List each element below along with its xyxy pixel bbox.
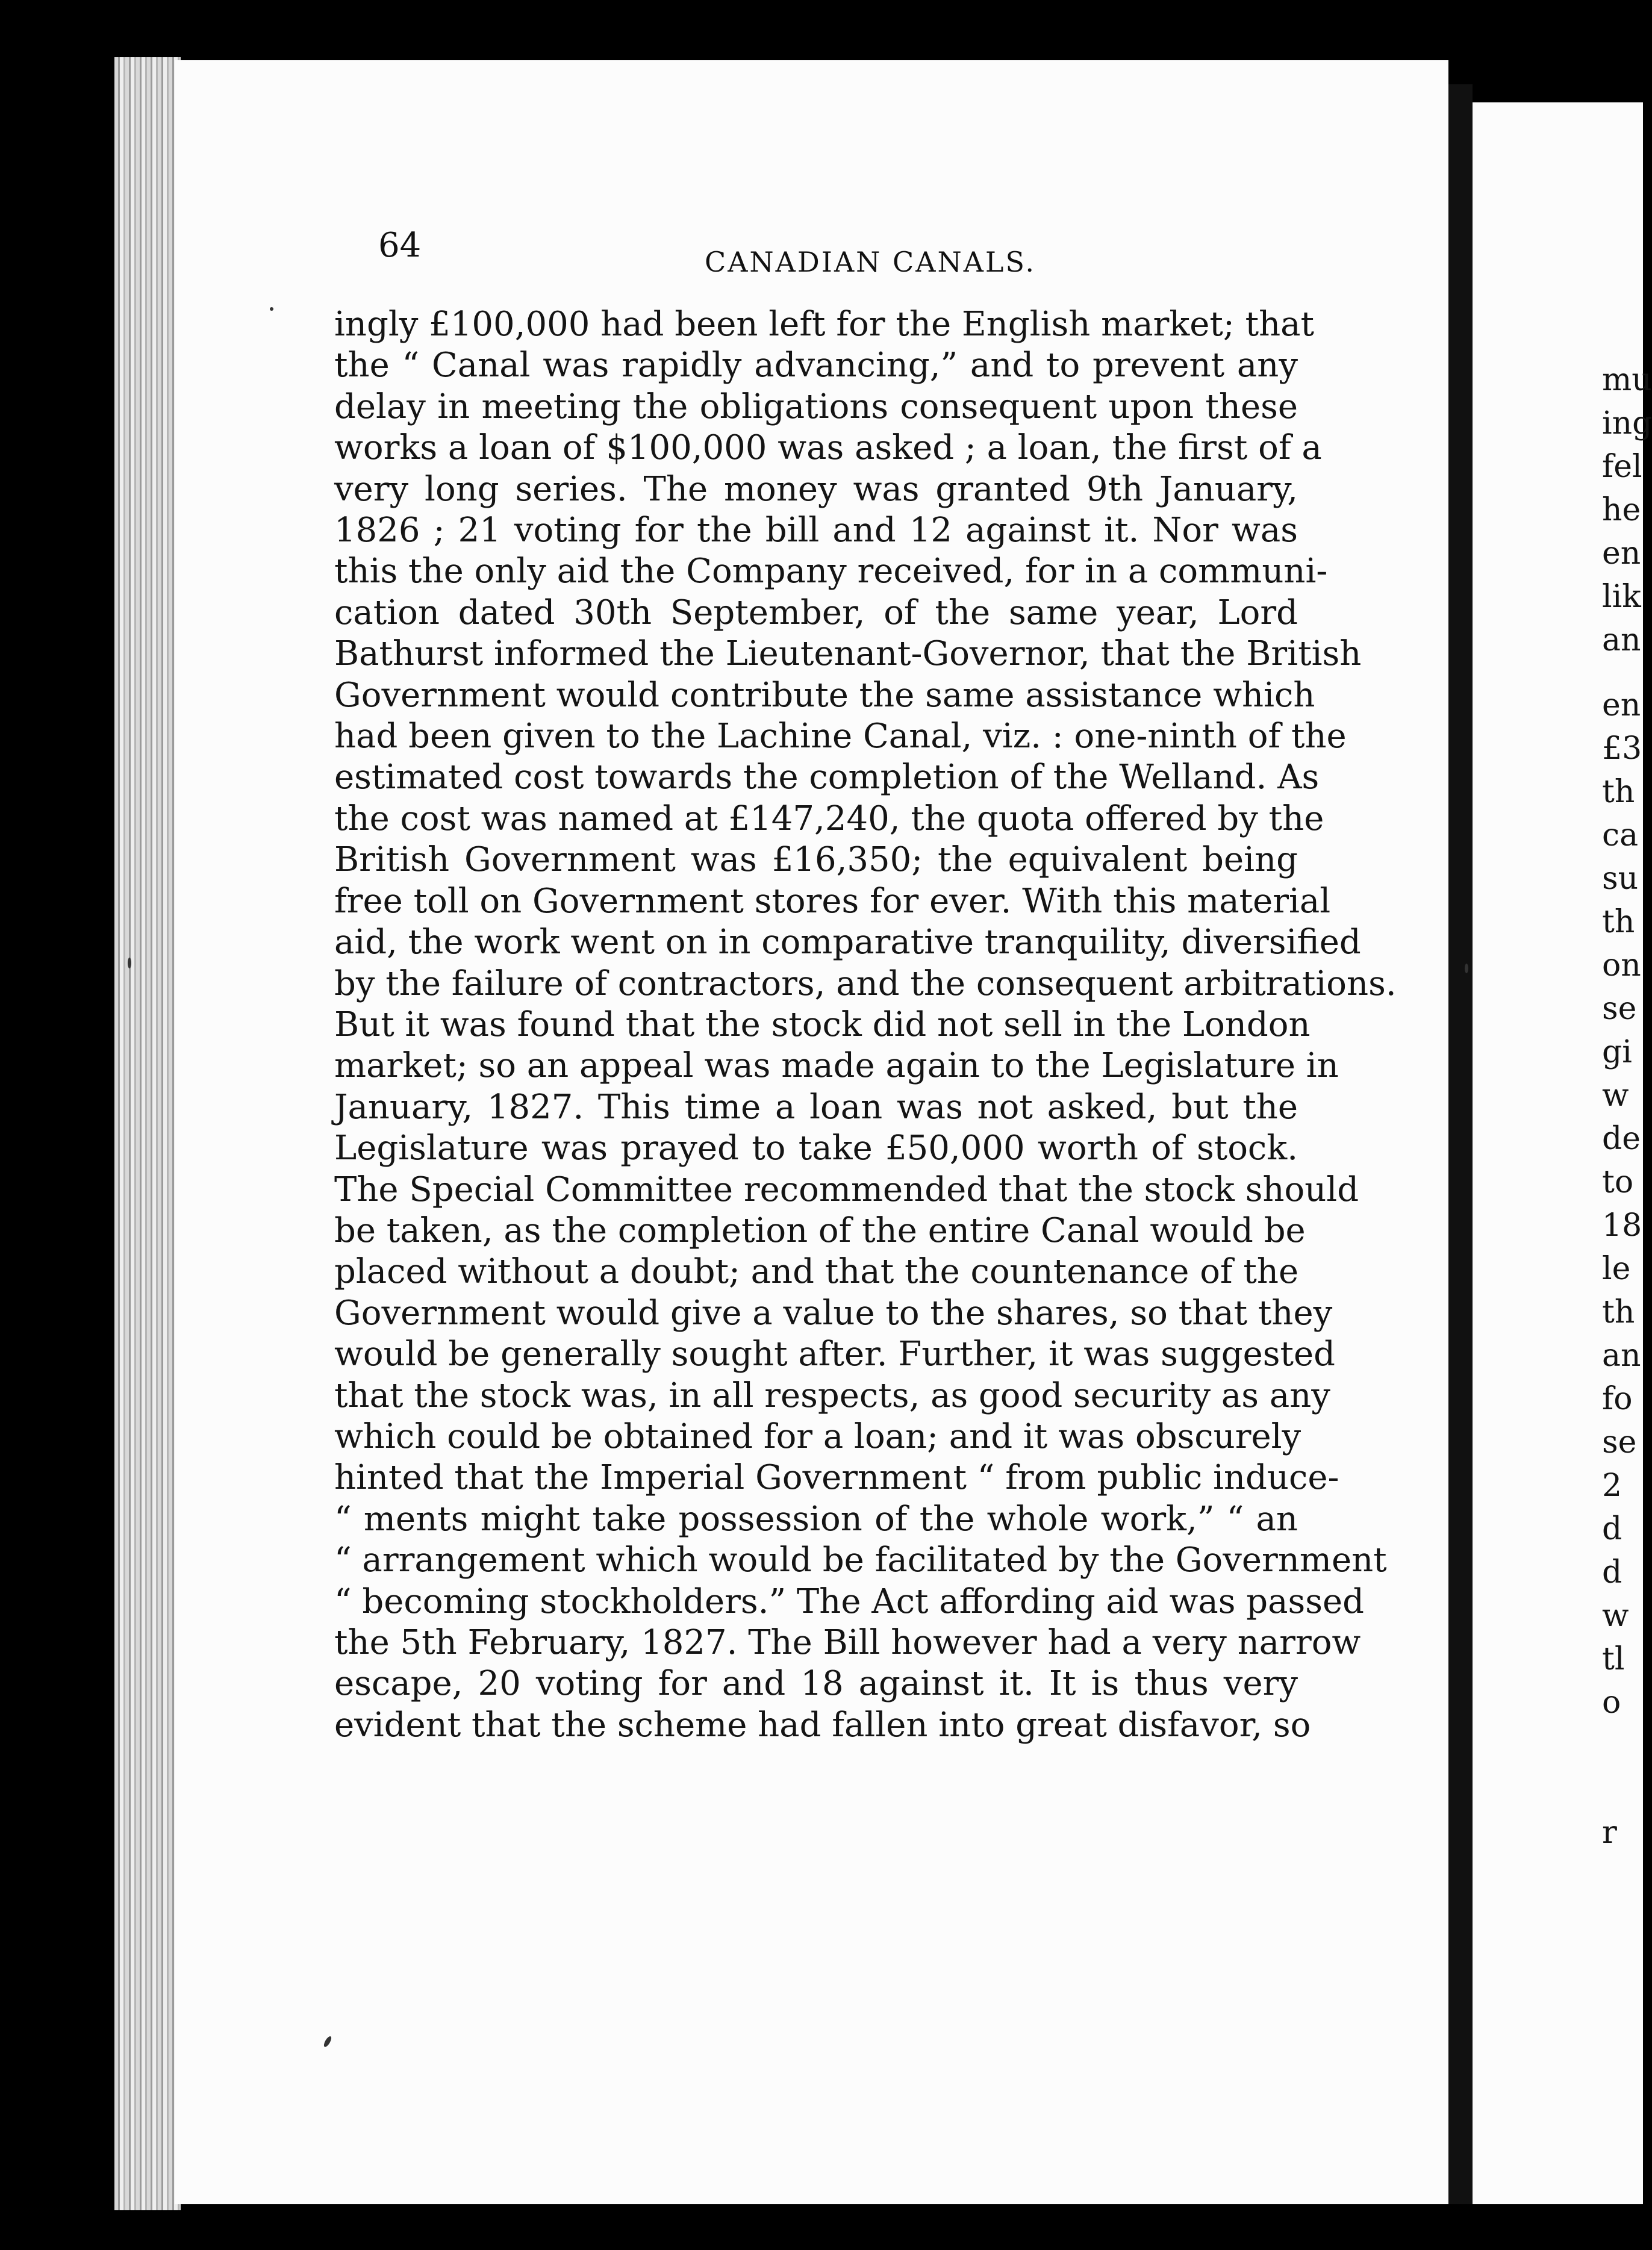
right-page-fragment: £3 (1602, 731, 1642, 767)
text-line: very long series. The money was granted 9th January, (334, 469, 1298, 509)
right-page-fragment: se (1602, 991, 1637, 1027)
text-line: be taken, as the completion of the entire Canal would be (334, 1211, 1306, 1250)
scan-speck (270, 307, 273, 311)
right-page-fragment: w (1602, 1077, 1629, 1114)
text-line: Legislature was prayed to take £50,000 worth of stock. (334, 1129, 1298, 1168)
text-line: The Special Committee recommended that the stock should (334, 1170, 1359, 1209)
right-page-fragment: tl (1602, 1641, 1625, 1677)
right-page-fragment: en (1602, 687, 1641, 723)
text-line: ingly £100,000 had been left for the English market; that (334, 305, 1315, 344)
right-page-fragment: he (1602, 492, 1641, 528)
page-number: 64 (378, 226, 422, 265)
text-line: British Government was £16,350; the equivalent being (334, 840, 1298, 880)
text-line: “ becoming stockholders.” The Act affording aid was passed (334, 1582, 1364, 1621)
text-line: free toll on Government stores for ever. With this material (334, 881, 1331, 921)
text-line: Bathurst informed the Lieutenant-Governor, that the British (334, 634, 1362, 674)
text-line: placed without a doubt; and that the countenance of the (334, 1252, 1299, 1292)
text-line: market; so an appeal was made again to the Legislature in (334, 1046, 1339, 1086)
right-page-fragment: lik (1602, 579, 1641, 615)
right-page-fragment: se (1602, 1424, 1637, 1460)
right-page-fragment: le (1602, 1251, 1631, 1287)
right-page-fragment: d (1602, 1554, 1622, 1591)
right-page-text-fragments (1602, 358, 1652, 1854)
text-line: But it was found that the stock did not sell in the London (334, 1005, 1311, 1044)
right-page-fragment: ca (1602, 817, 1639, 853)
right-page-fragment: r (1602, 1815, 1617, 1851)
right-page-fragment: ing (1602, 405, 1652, 441)
book-gutter (1448, 84, 1473, 2204)
text-line: that the stock was, in all respects, as good security as any (334, 1376, 1330, 1415)
text-line: escape, 20 voting for and 18 against it. It is thus very (334, 1664, 1298, 1704)
text-line: the cost was named at £147,240, the quota offered by the (334, 799, 1324, 838)
text-line: would be generally sought after. Further, it was suggested (334, 1335, 1335, 1374)
right-page-fragment: w (1602, 1598, 1629, 1634)
text-line: the “ Canal was rapidly advancing,” and to prevent any (334, 346, 1298, 385)
right-page-fragment: d (1602, 1511, 1622, 1547)
text-line: this the only aid the Company received, for in a communi- (334, 552, 1328, 591)
text-line: which could be obtained for a loan; and it was obscurely (334, 1416, 1301, 1456)
text-line: “ arrangement which would be facilitated by the Government (334, 1541, 1387, 1580)
running-head: CANADIAN CANALS. (705, 246, 1036, 278)
text-line: evident that the scheme had fallen into great disfavor, so (334, 1705, 1311, 1745)
text-line: cation dated 30th September, of the same year, Lord (334, 593, 1298, 632)
text-line: 1826 ; 21 voting for the bill and 12 against it. Nor was (334, 511, 1298, 550)
book-page-edges (114, 57, 181, 2210)
text-line: Government would contribute the same assistance which (334, 675, 1315, 715)
text-line: Government would give a value to the shares, so that they (334, 1293, 1333, 1333)
text-line: estimated cost towards the completion of the Welland. As (334, 758, 1320, 797)
right-page-fragment: an (1602, 622, 1641, 658)
text-line: works a loan of $100,000 was asked ; a loan, the first of a (334, 428, 1322, 468)
right-page-fragment: mu (1602, 362, 1652, 398)
text-line: the 5th February, 1827. The Bill however had a very narrow (334, 1623, 1361, 1662)
right-page-fragment: to (1602, 1164, 1634, 1200)
right-page-fragment: on (1602, 947, 1641, 983)
text-line: delay in meeting the obligations consequent upon these (334, 387, 1298, 426)
text-line: had been given to the Lachine Canal, viz. : one-ninth of the (334, 717, 1347, 756)
right-page-fragment (1602, 1768, 1643, 1811)
text-line: hinted that the Imperial Government “ from public induce- (334, 1458, 1339, 1498)
right-page-fragment: fel (1602, 449, 1642, 485)
text-line: by the failure of contractors, and the consequent arbitrations. (334, 964, 1397, 1003)
right-page-fragment: fo (1602, 1381, 1633, 1417)
scan-speck (128, 958, 131, 968)
right-page-fragment: th (1602, 904, 1635, 940)
scan-speck (1465, 964, 1468, 973)
right-page-fragment: 18 (1602, 1208, 1642, 1244)
right-page-fragment: th (1602, 1294, 1635, 1330)
right-page-fragment: gi (1602, 1034, 1632, 1070)
right-page-fragment (1602, 1724, 1643, 1768)
right-page-fragment: 2 (1602, 1468, 1622, 1504)
text-line: “ ments might take possession of the whole work,” “ an (334, 1499, 1298, 1539)
right-page-fragment: de (1602, 1121, 1641, 1157)
text-line: January, 1827. This time a loan was not asked, but the (334, 1087, 1298, 1127)
right-page-fragment: th (1602, 774, 1635, 810)
right-page-fragment: an (1602, 1338, 1641, 1374)
text-line: aid, the work went on in comparative tranquility, diversified (334, 923, 1361, 962)
right-page-fragment: o (1602, 1684, 1621, 1721)
right-page-fragment: en (1602, 535, 1641, 572)
right-page-fragment: su (1602, 861, 1639, 897)
body-text (334, 304, 1397, 1746)
